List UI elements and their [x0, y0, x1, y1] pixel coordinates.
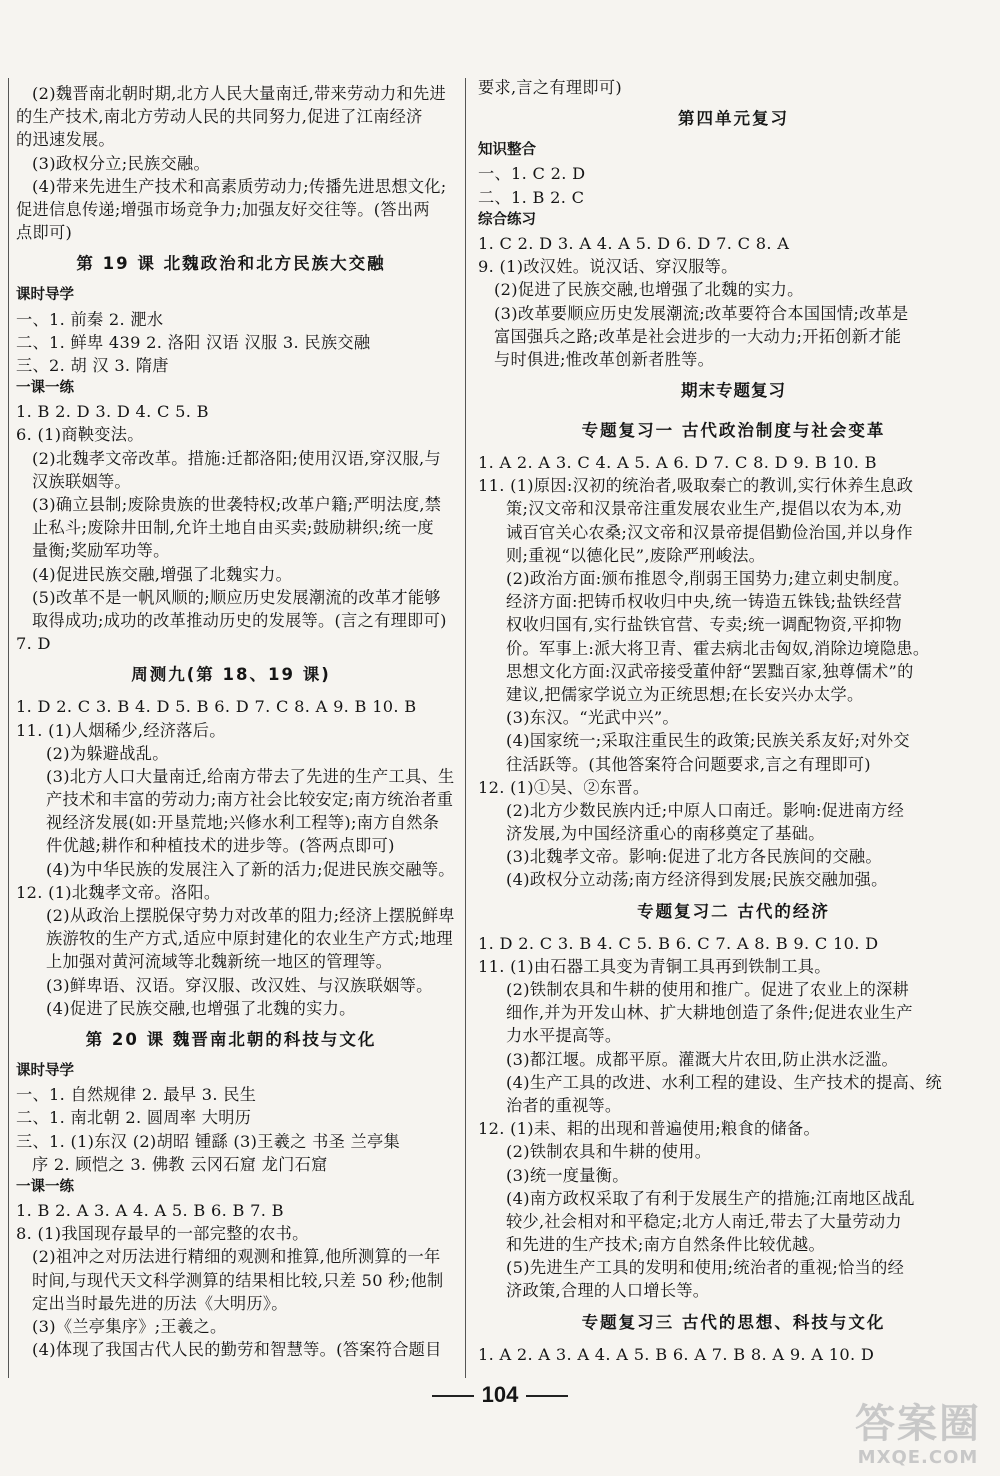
- answer-line: 价。军事上:派大将卫青、霍去病北击匈奴,消除边境隐患。: [506, 638, 930, 658]
- answer-line: 1. B 2. D 3. D 4. C 5. B: [16, 402, 209, 422]
- page-number-dash-left: [432, 1395, 474, 1397]
- section-heading: 期末专题复习: [681, 381, 786, 401]
- answer-line: 1. D 2. C 3. B 4. C 5. B 6. C 7. A 8. B 9. C 10. D: [478, 933, 879, 953]
- answer-line: (4)政权分立动荡;南方经济得到发展;民族交融加强。: [506, 870, 888, 890]
- answer-line: (2)促进了民族交融,也增强了北魏的实力。: [494, 280, 804, 300]
- answer-line: 治者的重视等。: [506, 1095, 622, 1115]
- answer-line: (2)北方少数民族内迁;中原人口南迁。影响:促进南方经: [506, 800, 905, 820]
- answer-line: (3)《兰亭集序》;王羲之。: [32, 1317, 227, 1336]
- answer-line: 12. (1)耒、耜的出现和普遍使用;粮食的储备。: [478, 1119, 820, 1139]
- answer-line: (5)先进生产工具的发明和使用;统治者的重视;恰当的经: [506, 1258, 905, 1278]
- answer-line: 往活跃等。(其他答案符合问题要求,言之有理即可): [506, 754, 871, 774]
- answer-line: 上加强对黄河流域等北魏新统一地区的管理等。: [46, 952, 393, 972]
- subsection-label: 一课一练: [16, 380, 74, 397]
- answer-line: 量衡;奖励军功等。: [32, 541, 170, 561]
- answer-line: 7. D: [16, 634, 51, 654]
- answer-line: (4)促进民族交融,增强了北魏实力。: [32, 564, 293, 584]
- watermark-logo-text: 答案圈: [855, 1401, 981, 1447]
- answer-line: 二、1. B 2. C: [478, 187, 585, 207]
- answer-line: 建议,把儒家学说立为正统思想;在长安兴办太学。: [506, 684, 864, 704]
- answer-line: 11. (1)由石器工具变为青铜工具再到铁制工具。: [478, 956, 831, 976]
- answer-line: 促进信息传递;增强市场竞争力;加强友好交往等。(答出两: [16, 199, 430, 219]
- answer-line: (2)北魏孝文帝改革。措施:迁都洛阳;使用汉语,穿汉服,与: [32, 448, 441, 468]
- answer-line: (2)祖冲之对历法进行精细的观测和推算,他所测算的一年: [32, 1247, 441, 1267]
- answer-line: 1. B 2. A 3. A 4. A 5. B 6. B 7. B: [16, 1201, 284, 1221]
- answer-line: 的生产技术,南北方劳动人民的共同努力,促进了江南经济: [16, 107, 423, 127]
- subsection-label: 一课一练: [16, 1178, 74, 1195]
- section-heading: 专题复习三 古代的思想、科技与文化: [581, 1312, 886, 1332]
- answer-line: 6. (1)商鞅变法。: [16, 425, 144, 445]
- answer-line: (5)改革不是一帆风顺的;顺应历史发展潮流的改革才能够: [32, 587, 441, 607]
- answer-line: (2)铁制农具和牛耕的使用和推广。促进了农业上的深耕: [506, 980, 910, 999]
- section-heading: 第 20 课 魏晋南北朝的科技与文化: [85, 1029, 377, 1049]
- answer-line: (2)政治方面:颁布推恩令,削弱王国势力;建立刺史制度。: [506, 569, 910, 588]
- answer-line: (4)生产工具的改进、水利工程的建设、生产技术的提高、统: [506, 1072, 943, 1092]
- answer-line: 11. (1)原因:汉初的统治者,吸取秦亡的教训,实行休养生息政: [478, 476, 914, 496]
- answer-line: (3)都江堰。成都平原。灌溉大片农田,防止洪水泛滥。: [506, 1049, 898, 1069]
- answer-line: (2)铁制农具和牛耕的使用。: [506, 1142, 712, 1162]
- answer-line: 济政策,合理的人口增长等。: [506, 1281, 710, 1301]
- page-number-text: 104: [481, 1382, 519, 1407]
- column-divider: [465, 78, 466, 1378]
- answer-line: (4)促进了民族交融,也增强了北魏的实力。: [46, 998, 356, 1018]
- answer-line: 族游牧的生产方式,适应中原封建化的农业生产方式;地理: [46, 929, 453, 949]
- answer-line: (3)确立县制;废除贵族的世袭特权;改革户籍;严明法度,禁: [32, 495, 442, 514]
- answer-line: 件优越;耕作和种植技术的进步等。(答两点即可): [46, 836, 395, 856]
- answer-line: (2)为躲避战乱。: [46, 743, 169, 763]
- answer-line: (3)鲜卑语、汉语。穿汉服、改汉姓、与汉族联姻等。: [46, 975, 433, 995]
- section-heading: 周测九(第 18、19 课): [131, 665, 331, 685]
- answer-line: 止私斗;废除井田制,允许土地自由买卖;鼓励耕织;统一度: [32, 518, 434, 538]
- answer-line: (4)南方政权采取了有利于发展生产的措施;江南地区战乱: [506, 1188, 915, 1208]
- answer-line: 产技术和丰富的劳动力;南方社会比较安定;南方统治者重: [46, 790, 454, 810]
- answer-line: (3)北魏孝文帝。影响:促进了北方各民族间的交融。: [506, 847, 882, 867]
- answer-line: 则;重视“以德化民”,废除严刑峻法。: [506, 545, 766, 565]
- section-heading: 专题复习二 古代的经济: [637, 901, 830, 921]
- answer-line: 三、2. 胡 汉 3. 隋唐: [16, 355, 169, 375]
- answer-line: (2)魏晋南北朝时期,北方人民大量南迁,带来劳动力和先进: [32, 84, 446, 103]
- subsection-label: 课时导学: [16, 1062, 74, 1079]
- answer-line: (4)体现了我国古代人民的勤劳和智慧等。(答案符合题目: [32, 1340, 442, 1360]
- answer-line: 较少,社会相对和平稳定;北方人南迁,带去了大量劳动力: [506, 1211, 902, 1231]
- answer-line: 权收归国有,实行盐铁官营、专卖;统一调配物资,平抑物: [506, 615, 902, 635]
- answer-line: 二、1. 鲜卑 439 2. 洛阳 汉语 汉服 3. 民族交融: [16, 332, 371, 352]
- answer-line: 8. (1)我国现存最早的一部完整的农书。: [16, 1224, 309, 1244]
- answer-line: 力水平提高等。: [506, 1026, 622, 1046]
- answer-line: (3)改革要顺应历史发展潮流;改革要符合本国国情;改革是: [494, 303, 909, 323]
- answer-line: (2)从政治上摆脱保守势力对改革的阻力;经济上摆脱鲜卑: [46, 906, 455, 925]
- answer-line: 定出当时最先进的历法《大明历》。: [32, 1293, 288, 1313]
- answer-line: 细作,并为开发山林、扩大耕地创造了条件;促进农业生产: [506, 1003, 913, 1023]
- left-column: [6, 82, 456, 1361]
- answer-line: 的迅速发展。: [16, 130, 115, 150]
- answer-line: 1. C 2. D 3. A 4. A 5. D 6. D 7. C 8. A: [478, 233, 790, 253]
- answer-line: 一、1. C 2. D: [478, 164, 586, 184]
- answer-line: 策;汉文帝和汉景帝注重发展农业生产,提倡以农为本,劝: [506, 499, 902, 519]
- section-heading: 第四单元复习: [678, 109, 789, 129]
- answer-line: 取得成功;成功的改革推动历史的发展等。(言之有理即可): [32, 610, 447, 630]
- subsection-label: 知识整合: [478, 142, 536, 159]
- answer-line: 12. (1)北魏孝文帝。洛阳。: [16, 882, 221, 902]
- answer-line: 思想文化方面:汉武帝接受董仲舒“罢黜百家,独尊儒术”的: [506, 661, 914, 681]
- answer-line: 诫百官关心农桑;汉文帝和汉景帝提倡勤俭治国,并以身作: [506, 522, 913, 542]
- answer-line: 二、1. 南北朝 2. 圆周率 大明历: [16, 1108, 252, 1128]
- answer-line: (3)政权分立;民族交融。: [32, 153, 210, 173]
- subsection-label: 综合练习: [478, 211, 536, 228]
- watermark-logo: [848, 1401, 988, 1468]
- answer-line: 一、1. 自然规律 2. 最早 3. 民生: [16, 1085, 257, 1105]
- answer-line: 1. A 2. A 3. A 4. A 5. B 6. A 7. B 8. A 9. A 10. D: [478, 1344, 875, 1364]
- answer-line: (4)国家统一;采取注重民生的政策;民族关系友好;对外交: [506, 731, 910, 751]
- answer-line: 和先进的生产技术;南方自然条件比较优越。: [506, 1235, 826, 1255]
- answer-line: 与时俱进;惟改革创新者胜等。: [494, 349, 715, 369]
- answer-line: (3)统一度量衡。: [506, 1165, 629, 1185]
- answer-line: 经济方面:把铸币权收归中央,统一铸造五铢钱;盐铁经营: [506, 592, 903, 612]
- answer-line: 要求,言之有理即可): [478, 78, 622, 97]
- answer-line: 富国强兵之路;改革是社会进步的一大动力;开拓创新才能: [494, 326, 902, 346]
- answer-line: 一、1. 前秦 2. 淝水: [16, 309, 164, 329]
- section-heading: 第 19 课 北魏政治和北方民族大交融: [76, 254, 386, 274]
- answer-line: 1. D 2. C 3. B 4. D 5. B 6. D 7. C 8. A 9. B 10. B: [16, 697, 417, 717]
- answer-line: 9. (1)改汉姓。说汉话、穿汉服等。: [478, 257, 738, 277]
- answer-line: 12. (1)①吴、②东晋。: [478, 777, 650, 797]
- answer-line: (4)为中华民族的发展注入了新的活力;促进民族交融等。: [46, 859, 455, 879]
- answer-line: 点即可): [16, 223, 73, 243]
- page-number-dash-right: [526, 1395, 568, 1397]
- watermark-url: MXQE.COM: [857, 1447, 979, 1468]
- answer-line: (3)北方人口大量南迁,给南方带去了先进的生产工具、生: [46, 766, 455, 786]
- subsection-label: 课时导学: [16, 287, 74, 304]
- answer-line: 序 2. 顾恺之 3. 佛教 云冈石窟 龙门石窟: [32, 1154, 328, 1174]
- answer-line: (4)带来先进生产技术和高素质劳动力;传播先进思想文化;: [32, 176, 447, 196]
- right-column: [476, 76, 991, 1366]
- answer-line: (3)东汉。“光武中兴”。: [506, 708, 679, 728]
- answer-line: 视经济发展(如:开垦荒地;兴修水利工程等);南方自然条: [46, 813, 440, 833]
- answer-line: 汉族联姻等。: [32, 471, 131, 491]
- answer-line: 时间,与现代天文科学测算的结果相比较,只差 50 秒;他制: [32, 1270, 444, 1290]
- answer-line: 11. (1)人烟稀少,经济落后。: [16, 720, 226, 740]
- section-heading: 专题复习一 古代政治制度与社会变革: [581, 421, 886, 441]
- answer-line: 三、1. (1)东汉 (2)胡昭 锺繇 (3)王羲之 书圣 兰亭集: [16, 1131, 401, 1151]
- answer-line: 1. A 2. A 3. C 4. A 5. A 6. D 7. C 8. D 9. B 10. B: [478, 453, 877, 473]
- answer-line: 济发展,为中国经济重心的南移奠定了基础。: [506, 824, 825, 844]
